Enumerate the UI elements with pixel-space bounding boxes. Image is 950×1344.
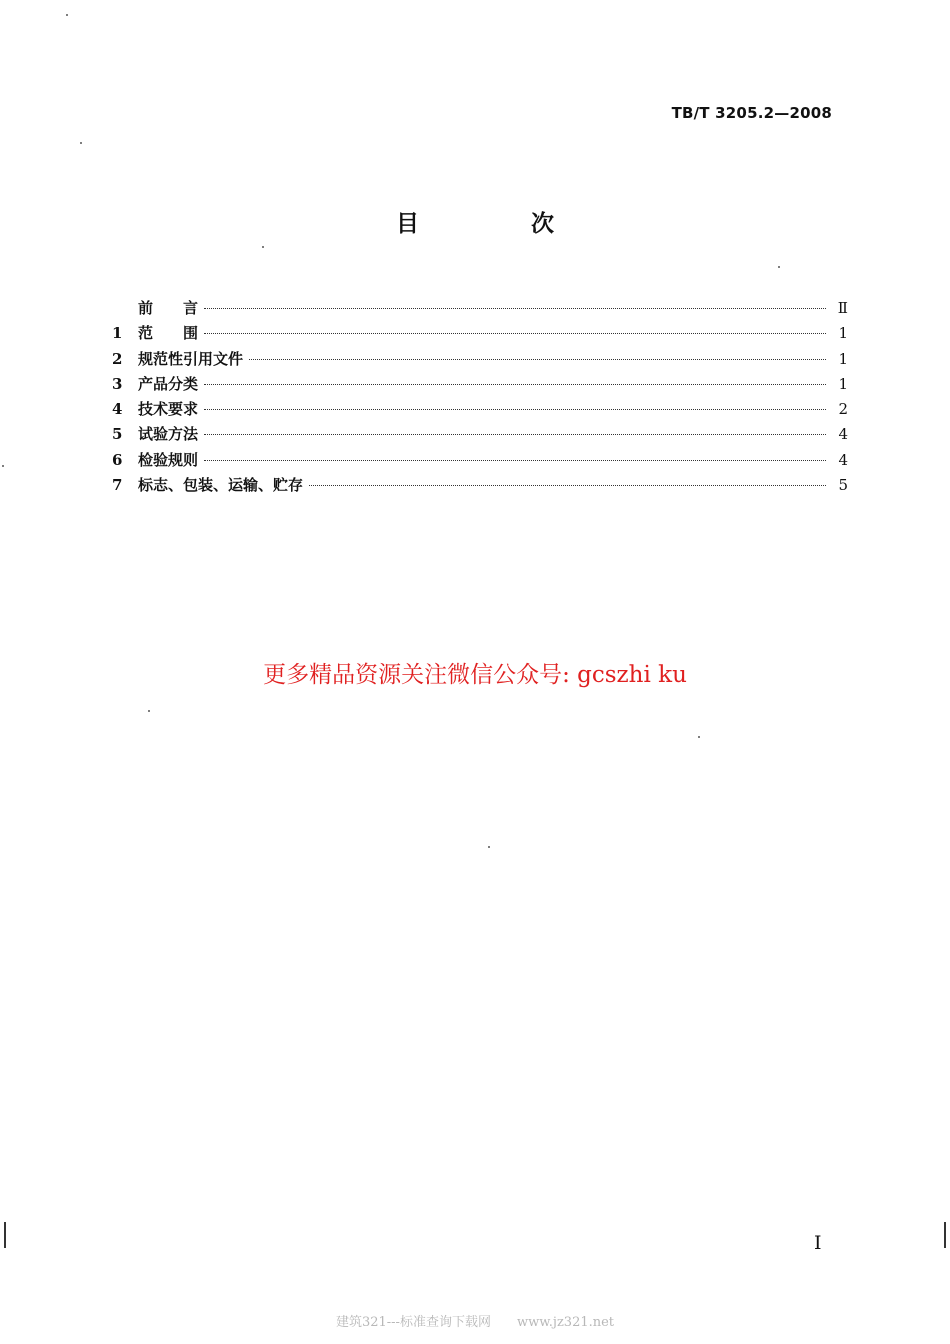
dot-leader xyxy=(204,333,826,334)
toc-entry-page: 2 xyxy=(838,400,848,419)
toc-entry-page: 4 xyxy=(838,450,848,469)
scan-speck xyxy=(698,736,700,738)
toc-entry-title: 检验规则 xyxy=(138,450,199,469)
toc-entry-page: 4 xyxy=(838,425,848,444)
toc-entry[interactable] xyxy=(112,423,848,448)
toc-entry-number: 7 xyxy=(112,476,123,495)
dot-leader xyxy=(309,485,826,486)
scan-speck xyxy=(262,246,264,248)
toc-entry-page: 1 xyxy=(838,324,848,343)
toc-entry[interactable] xyxy=(112,322,848,347)
dot-leader xyxy=(204,434,826,435)
toc-entry[interactable] xyxy=(112,297,848,322)
dot-leader xyxy=(204,308,826,309)
scan-speck xyxy=(778,266,780,268)
dot-leader xyxy=(204,384,826,385)
dot-leader xyxy=(204,460,826,461)
toc-entry-page: Ⅱ xyxy=(837,299,848,317)
toc-entry-title: 标志、包装、运输、贮存 xyxy=(138,476,304,495)
scan-speck xyxy=(148,710,150,712)
toc-entry-number: 4 xyxy=(112,400,123,419)
dot-leader xyxy=(204,409,826,410)
toc-entry-title: 前 言 xyxy=(138,299,199,317)
toc-entry[interactable] xyxy=(112,348,848,373)
toc-entry[interactable] xyxy=(112,474,848,499)
toc-entry-number: 1 xyxy=(112,324,123,343)
toc-entry-title: 技术要求 xyxy=(138,400,199,419)
toc-entry-page: 1 xyxy=(838,349,848,368)
toc-entry[interactable] xyxy=(112,373,848,398)
scan-speck xyxy=(66,14,68,16)
toc-entry-title: 范 围 xyxy=(138,324,199,343)
toc-title: 目 次 xyxy=(395,210,606,237)
table-of-contents xyxy=(112,297,848,499)
scan-speck xyxy=(488,846,490,848)
standard-number: TB/T 3205.2—2008 xyxy=(671,104,832,122)
toc-entry-number: 2 xyxy=(112,349,123,368)
toc-entry-title: 试验方法 xyxy=(138,425,199,444)
page-number: I xyxy=(814,1232,822,1254)
toc-entry[interactable] xyxy=(112,449,848,474)
toc-entry-page: 5 xyxy=(838,476,848,495)
toc-entry-number: 6 xyxy=(112,450,123,469)
scan-edge-mark xyxy=(944,1222,946,1248)
footer-watermark: 建筑321---标准查询下载网 www.jz321.net xyxy=(335,1315,615,1330)
toc-entry-page: 1 xyxy=(838,374,848,393)
scan-edge-mark xyxy=(4,1222,6,1248)
scan-speck xyxy=(2,465,4,467)
toc-entry-number: 3 xyxy=(112,374,123,393)
toc-entry-title: 产品分类 xyxy=(138,374,199,393)
toc-entry-title: 规范性引用文件 xyxy=(138,349,244,368)
dot-leader xyxy=(249,359,826,360)
toc-entry-number: 5 xyxy=(112,425,123,444)
toc-entry[interactable] xyxy=(112,398,848,423)
scan-speck xyxy=(80,142,82,144)
promo-text: 更多精品资源关注微信公众号: gcszhi ku xyxy=(263,662,687,688)
